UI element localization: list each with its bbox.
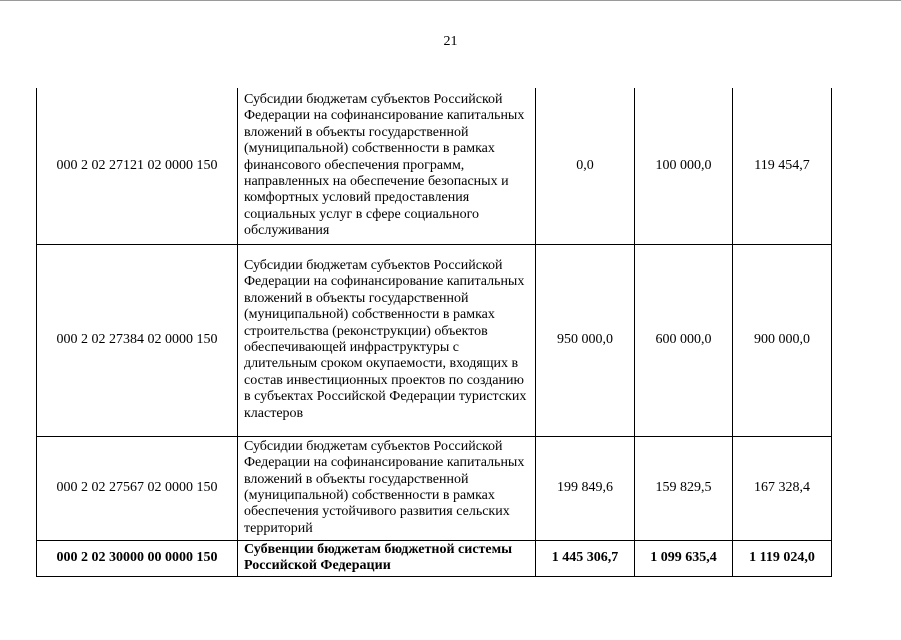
page-top-edge xyxy=(0,0,901,4)
description-cell: Субвенции бюджетам бюджетной системы Российской Федерации xyxy=(238,540,536,576)
description-cell: Субсидии бюджетам субъектов Российской Федерации на софинансирование капитальных вложений в объекты государственной (муниципальной) собственности в рамках обеспечения устойчивого развития сельских территорий xyxy=(238,436,536,540)
table-row xyxy=(37,88,832,244)
value-cell-3: 1 119 024,0 xyxy=(733,540,832,576)
value-cell-2: 1 099 635,4 xyxy=(635,540,733,576)
value-cell-2: 600 000,0 xyxy=(635,244,733,436)
value-cell-1: 199 849,6 xyxy=(536,436,635,540)
budget-code-cell: 000 2 02 27567 02 0000 150 xyxy=(37,436,238,540)
table-row xyxy=(37,244,832,436)
budget-code-cell: 000 2 02 30000 00 0000 150 xyxy=(37,540,238,576)
table-row xyxy=(37,436,832,540)
budget-code-cell: 000 2 02 27384 02 0000 150 xyxy=(37,244,238,436)
value-cell-2: 100 000,0 xyxy=(635,88,733,244)
table-row-total xyxy=(37,540,832,576)
value-cell-3: 167 328,4 xyxy=(733,436,832,540)
description-cell: Субсидии бюджетам субъектов Российской Федерации на софинансирование капитальных вложений в объекты государственной (муниципальной) собственности в рамках строительства (реконструкции) объектов обеспечивающей инфраструктуры с длительным сроком окупаемости, входящих в состав инвестиционных проектов по созданию в субъектах Российской Федерации туристских кластеров xyxy=(238,244,536,436)
value-cell-3: 119 454,7 xyxy=(733,88,832,244)
budget-code-cell: 000 2 02 27121 02 0000 150 xyxy=(37,88,238,244)
page-number: 21 xyxy=(443,34,458,49)
value-cell-3: 900 000,0 xyxy=(733,244,832,436)
value-cell-1: 1 445 306,7 xyxy=(536,540,635,576)
value-cell-2: 159 829,5 xyxy=(635,436,733,540)
budget-table xyxy=(36,88,832,577)
description-cell: Субсидии бюджетам субъектов Российской Федерации на софинансирование капитальных вложений в объекты государственной (муниципальной) собственности в рамках финансового обеспечения программ, направленных на обеспечение безопасных и комфортных условий предоставления социальных услуг в сфере социального обслуживания xyxy=(238,88,536,244)
value-cell-1: 950 000,0 xyxy=(536,244,635,436)
value-cell-1: 0,0 xyxy=(536,88,635,244)
